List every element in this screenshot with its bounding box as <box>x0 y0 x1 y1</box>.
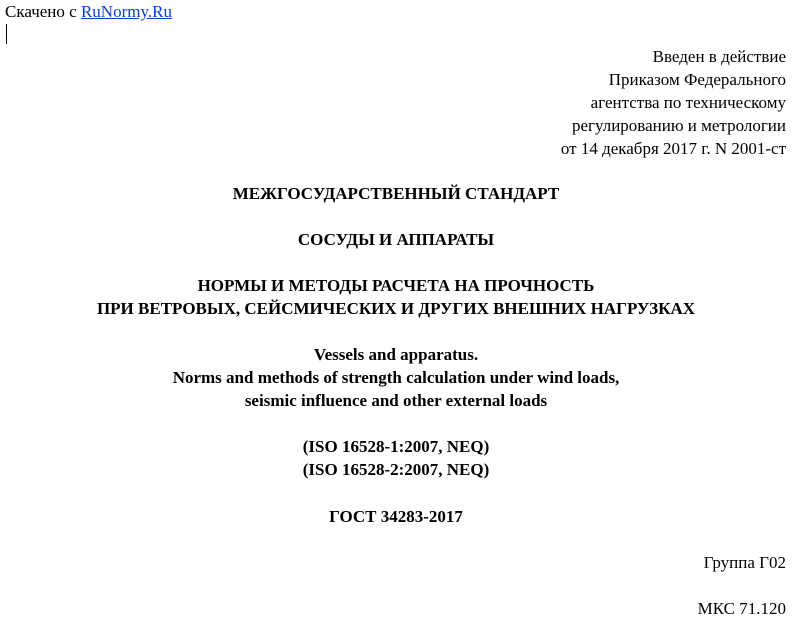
subtitle-ru-line: ПРИ ВЕТРОВЫХ, СЕЙСМИЧЕСКИХ И ДРУГИХ ВНЕШНИХ НАГРУЗКАХ <box>96 299 696 318</box>
group-code: Группа Г02 <box>703 553 786 572</box>
subtitle-ru-heading <box>0 274 792 320</box>
gost-number-heading <box>0 505 792 528</box>
title-en-line: seismic influence and other external loads <box>244 391 548 410</box>
iso-reference: (ISO 16528-2:2007, NEQ) <box>302 460 490 479</box>
title-en-line: Norms and methods of strength calculation under wind loads, <box>172 368 620 387</box>
mks-code: МКС 71.120 <box>697 599 786 618</box>
enactment-line: регулированию и метрологии <box>571 116 786 135</box>
runormy-link[interactable]: RuNormy.Ru <box>80 2 172 21</box>
gost-number: ГОСТ 34283-2017 <box>329 507 463 526</box>
enactment-line: Приказом Федерального <box>608 70 786 89</box>
iso-references <box>0 435 792 481</box>
download-source-line <box>5 1 172 23</box>
title-en-line: Vessels and apparatus. <box>313 345 479 364</box>
enactment-block <box>561 45 786 160</box>
enactment-line: агентства по техническому <box>590 93 786 112</box>
title-ru: СОСУДЫ И АППАРАТЫ <box>297 230 495 249</box>
title-en-heading <box>0 343 792 412</box>
standard-type: МЕЖГОСУДАРСТВЕННЫЙ СТАНДАРТ <box>232 184 560 203</box>
enactment-line: от 14 декабря 2017 г. N 2001-ст <box>560 139 786 158</box>
standard-type-heading <box>0 182 792 205</box>
text-cursor <box>6 24 7 44</box>
subtitle-ru-line: НОРМЫ И МЕТОДЫ РАСЧЕТА НА ПРОЧНОСТЬ <box>197 276 595 295</box>
title-ru-heading <box>0 228 792 251</box>
enactment-line: Введен в действие <box>652 47 786 66</box>
iso-reference: (ISO 16528-1:2007, NEQ) <box>302 437 490 456</box>
download-prefix: Скачено с <box>5 2 81 21</box>
